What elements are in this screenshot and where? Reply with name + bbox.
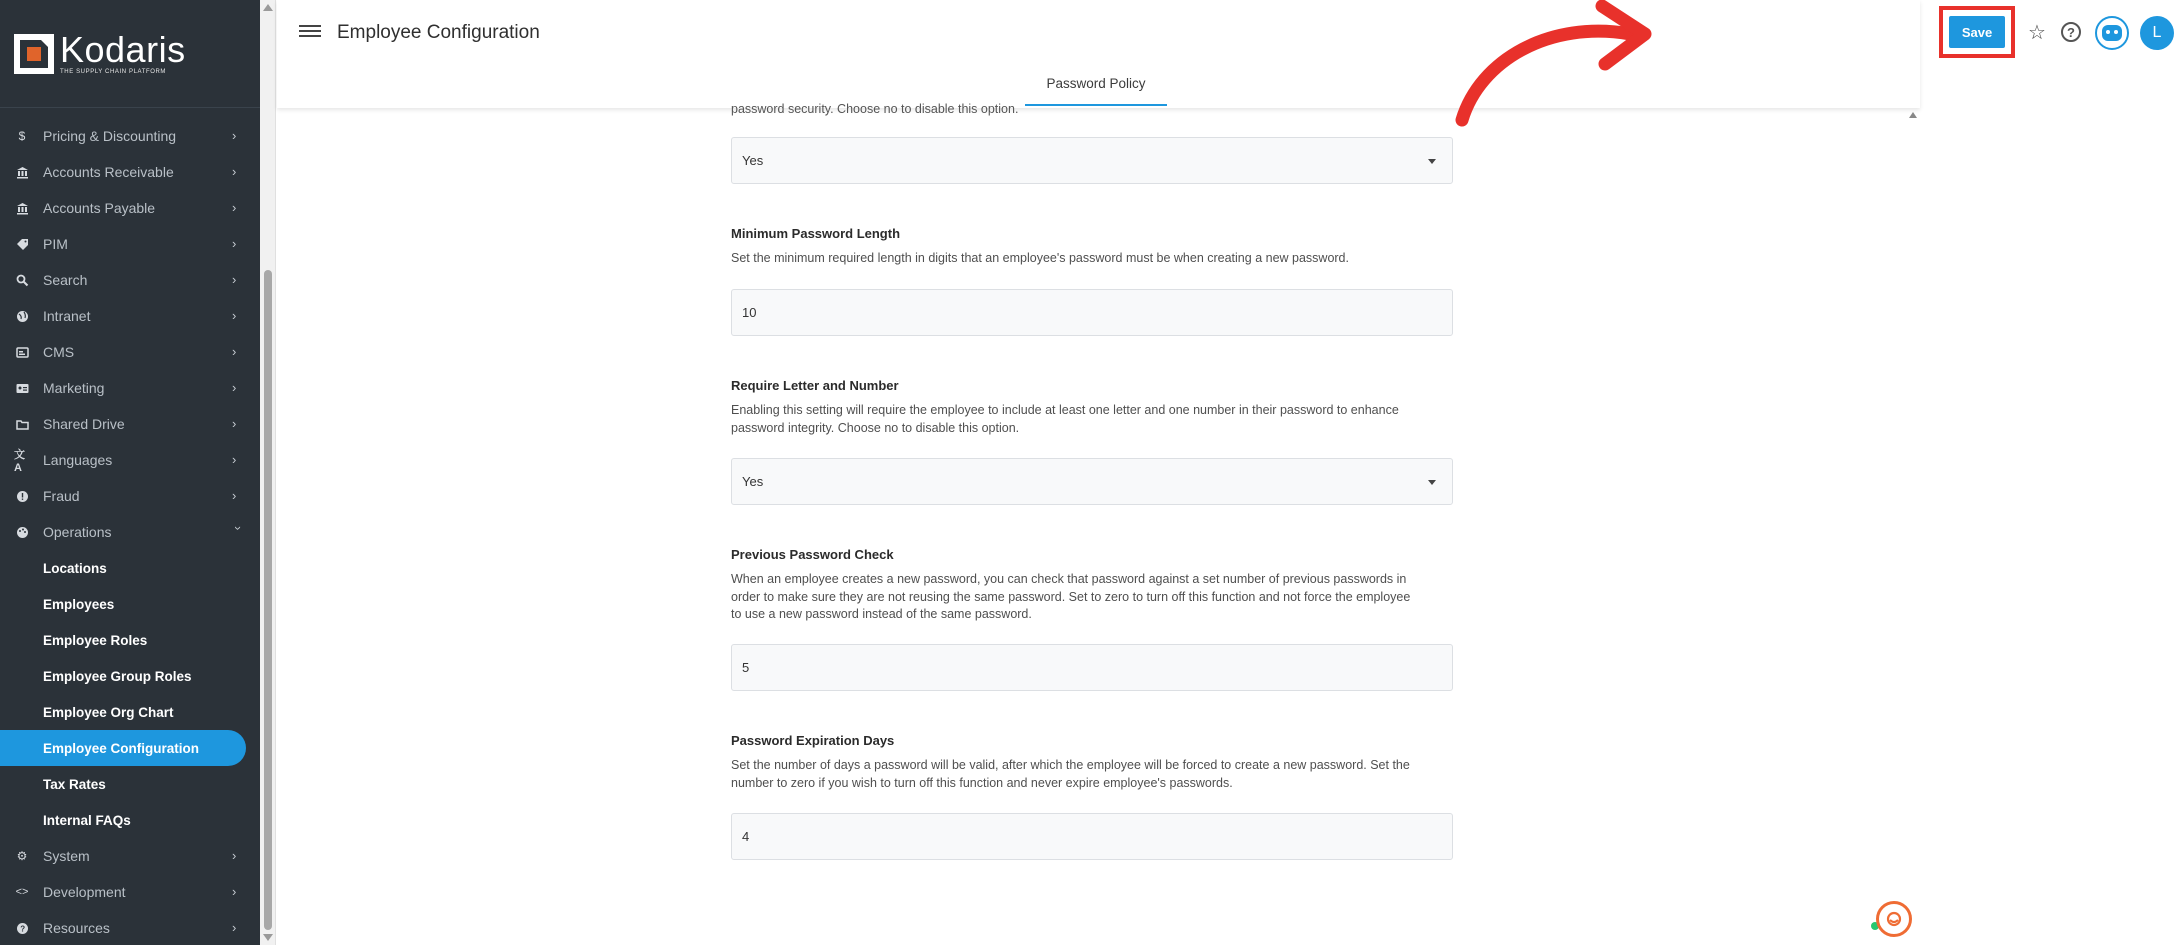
sidebar-item-accounts-payable[interactable] [0,190,260,226]
sidebar-subitem-locations[interactable]: Locations [43,560,107,576]
tab-password-policy[interactable]: Password Policy [1046,76,1146,91]
select-value: Yes [742,474,764,489]
field-label: Previous Password Check [731,547,894,562]
alert-icon [14,488,30,504]
letter-number-field [731,378,1453,437]
search-icon [14,272,30,288]
chat-support-icon[interactable] [1876,901,1912,937]
sidebar-item-search[interactable] [0,262,260,298]
chevron-right-icon: › [232,272,237,287]
chevron-right-icon: › [232,380,237,395]
sidebar-item-label: Operations [43,524,112,540]
sidebar-item-label: Marketing [43,380,105,396]
chevron-right-icon: › [232,200,237,215]
sidebar-subitem-tax-rates[interactable]: Tax Rates [43,776,106,792]
gear-icon: ⚙ [16,849,28,863]
cms-icon [14,344,30,360]
letter-number-select[interactable] [731,458,1453,505]
help-icon[interactable]: ? [2061,22,2081,42]
sidebar-item-cms[interactable] [0,334,260,370]
sidebar-item-intranet[interactable] [0,298,260,334]
tab-active-indicator [1025,104,1167,106]
caret-down-icon [1428,159,1436,164]
scroll-up-arrow[interactable] [263,4,273,11]
assistant-bot-icon[interactable] [2095,16,2129,50]
chevron-right-icon: › [232,488,237,503]
sidebar-item-label: Resources [43,920,110,936]
sidebar-item-label: Fraud [43,488,80,504]
sidebar-item-pim[interactable] [0,226,260,262]
sidebar-subitem-employee-configuration[interactable]: Employee Configuration [0,730,246,766]
chevron-right-icon: › [232,848,237,863]
previous-password-field [731,547,1453,624]
caret-down-icon [1428,480,1436,485]
chevron-right-icon: › [232,920,237,935]
scroll-down-arrow[interactable] [263,934,273,941]
sidebar-item-label: Development [43,884,126,900]
palette-icon [14,524,30,540]
field-description: When an employee creates a new password, you can check that password against a set number of previous passwords in order to make sure they are not reusing the same password. Set to zero to turn off this function and not force the employee to use a new password instead of the same password. [731,572,1411,621]
chevron-right-icon: › [232,164,237,179]
avatar[interactable]: L [2140,16,2174,50]
brand-tagline: THE SUPPLY CHAIN PLATFORM [60,69,167,75]
sidebar-item-development[interactable] [0,874,260,910]
field-label: Password Expiration Days [731,733,895,748]
field-description: Set the number of days a password will be valid, after which the employee will be forced to create a new password. Set the number to zero if you wish to turn off this function and never expire employee's passwords. [731,758,1410,790]
sidebar-scrollbar[interactable] [260,0,276,945]
min-length-input[interactable] [731,289,1453,336]
page-header [277,0,2162,108]
sidebar-item-shared-drive[interactable] [0,406,260,442]
menu-icon[interactable] [299,22,321,42]
previous-password-input[interactable] [731,644,1453,691]
input-value: 10 [742,305,757,320]
field-label: Require Letter and Number [731,378,899,393]
sidebar-item-label: Search [43,272,88,288]
sidebar-item-label: Accounts Receivable [43,164,174,180]
content-scroll-up-arrow[interactable] [1909,112,1917,118]
sidebar-item-resources[interactable] [0,910,260,946]
sidebar-subitem-employee-group-roles[interactable]: Employee Group Roles [43,668,192,684]
bank-icon [14,164,30,180]
brand-logo[interactable] [0,0,260,108]
brand-name: Kodaris [60,29,186,70]
sidebar-item-operations[interactable] [0,514,260,550]
field-description-cut: password security. Choose no to disable this option. [731,102,1019,116]
min-length-field [731,226,1453,268]
sidebar-item-pricing[interactable] [0,118,260,154]
chevron-down-icon: › [231,526,246,531]
code-icon: <> [15,886,29,898]
chevron-right-icon: › [232,452,237,467]
sidebar-item-languages[interactable] [0,442,260,478]
chevron-right-icon: › [232,236,237,251]
chevron-right-icon: › [232,416,237,431]
save-button[interactable]: Save [1949,16,2005,48]
sidebar-item-marketing[interactable] [0,370,260,406]
sidebar-item-label: Shared Drive [43,416,125,432]
select-value: Yes [742,153,764,168]
sidebar-subitem-employee-roles[interactable]: Employee Roles [43,632,148,648]
sidebar [0,0,260,945]
main-content [277,102,1920,945]
chevron-right-icon: › [232,308,237,323]
sidebar-item-label: CMS [43,344,75,360]
folder-icon [14,416,30,432]
chevron-right-icon: › [232,128,237,143]
tag-icon [14,236,30,252]
globe-icon [14,308,30,324]
page-title: Employee Configuration [337,22,540,43]
field-label: Minimum Password Length [731,226,901,241]
field-description: Enabling this setting will require the employee to include at least one letter and one number in their password to enhance password integrity. Choose no to disable this option. [731,403,1399,435]
sidebar-subitem-employees[interactable]: Employees [43,596,115,612]
sidebar-item-label: Accounts Payable [43,200,156,216]
chevron-right-icon: › [232,344,237,359]
first-policy-select[interactable] [731,137,1453,184]
scrollbar-thumb[interactable] [264,270,272,930]
field-description: Set the minimum required length in digits that an employee's password must be when creating a new password. [731,251,1349,265]
sidebar-item-label: PIM [43,236,68,252]
kodaris-logo-icon [14,34,54,74]
input-value: 4 [742,829,750,844]
dollar-icon: $ [18,129,26,143]
bank-icon [14,200,30,216]
svg-text:?: ? [19,924,25,934]
star-icon[interactable]: ☆ [2028,21,2046,44]
expiration-days-input[interactable] [731,813,1453,860]
sidebar-item-label: System [43,848,90,864]
translate-icon: 文A [14,449,25,474]
chevron-right-icon: › [232,884,237,899]
sidebar-item-label: Intranet [43,308,91,324]
sidebar-item-label: Languages [43,452,113,468]
sidebar-item-fraud[interactable] [0,478,260,514]
expiration-days-field [731,733,1453,792]
sidebar-subitem-internal-faqs[interactable]: Internal FAQs [43,812,131,828]
input-value: 5 [742,660,750,675]
sidebar-subitem-employee-org-chart[interactable]: Employee Org Chart [43,704,174,720]
sidebar-item-system[interactable] [0,838,260,874]
sidebar-item-accounts-receivable[interactable] [0,154,260,190]
id-card-icon [14,380,30,396]
sidebar-item-label: Pricing & Discounting [43,128,177,144]
help-circle-icon [14,920,30,936]
sidebar-nav [0,108,260,946]
